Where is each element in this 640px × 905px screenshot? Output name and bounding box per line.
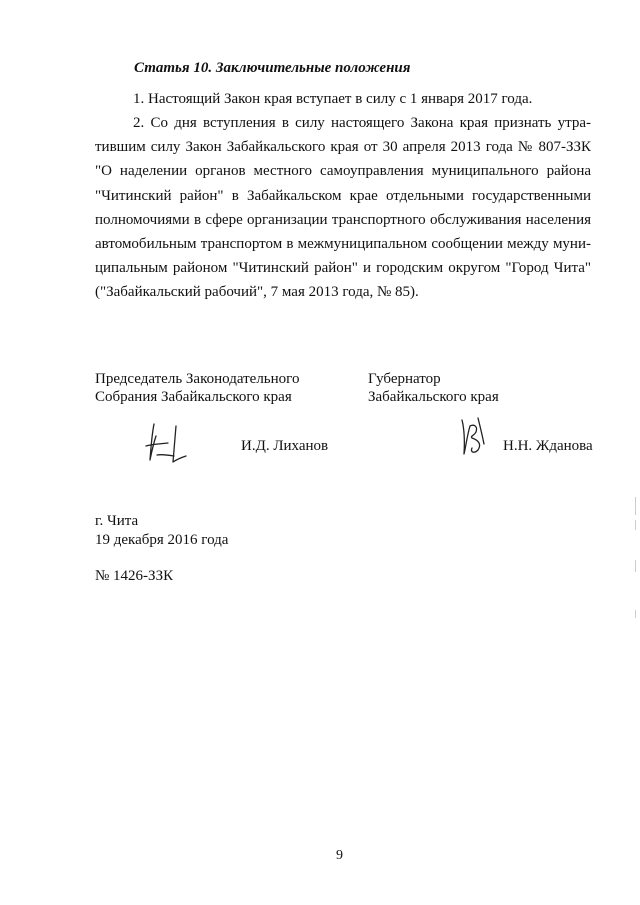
paragraph-2-line: полномочиями в сфере организации транспортного обслуживания населения [95,211,591,228]
paragraph-2-line: автомобильным транспортом в межмуниципальном сообщении между муни- [95,236,591,253]
governor-title-line: Губернатор [368,371,441,387]
paragraph-2-line: 2. Со дня вступления в силу настоящего Закона края признать утра- [133,115,591,131]
scan-edge-mark [635,610,636,618]
scan-edge-mark [635,560,636,572]
chairman-title [95,370,299,406]
governor-title [368,370,499,406]
paragraph-2 [95,111,591,305]
signing-date: 19 декабря 2016 года [95,532,229,548]
chairman-title-line: Собрания Забайкальского края [95,389,292,405]
chairman-name: И.Д. Лиханов [241,438,329,454]
paragraph-1: 1. Настоящий Закон края вступает в силу с 1 января 2017 года. [133,91,533,107]
paragraph-2-line: тившим силу Закон Забайкальского края от 30 апреля 2013 года № 807-ЗЗК [95,139,591,156]
page-number: 9 [336,848,343,863]
signing-city: г. Чита [95,513,139,529]
governor-title-line: Забайкальского края [368,389,499,405]
paragraph-2-line: ципальным районом "Читинский район" и городским округом "Город Чита" [95,260,591,277]
chairman-signature [140,420,190,466]
article-title: Статья 10. Заключительные положения [134,60,411,76]
governor-name: Н.Н. Жданова [503,438,593,454]
chairman-title-line: Председатель Законодательного [95,371,300,387]
governor-signature [458,414,490,460]
paragraph-2-line: ("Забайкальский рабочий", 7 мая 2013 года, № 85). [95,284,419,301]
law-number: № 1426-ЗЗК [95,568,174,584]
scan-edge-mark [635,497,636,515]
paragraph-2-line: "О наделении органов местного самоуправления муниципального района [95,163,591,180]
paragraph-2-line: "Читинский район" в Забайкальском крае отдельными государственными [95,187,591,204]
scan-edge-mark [635,520,636,530]
